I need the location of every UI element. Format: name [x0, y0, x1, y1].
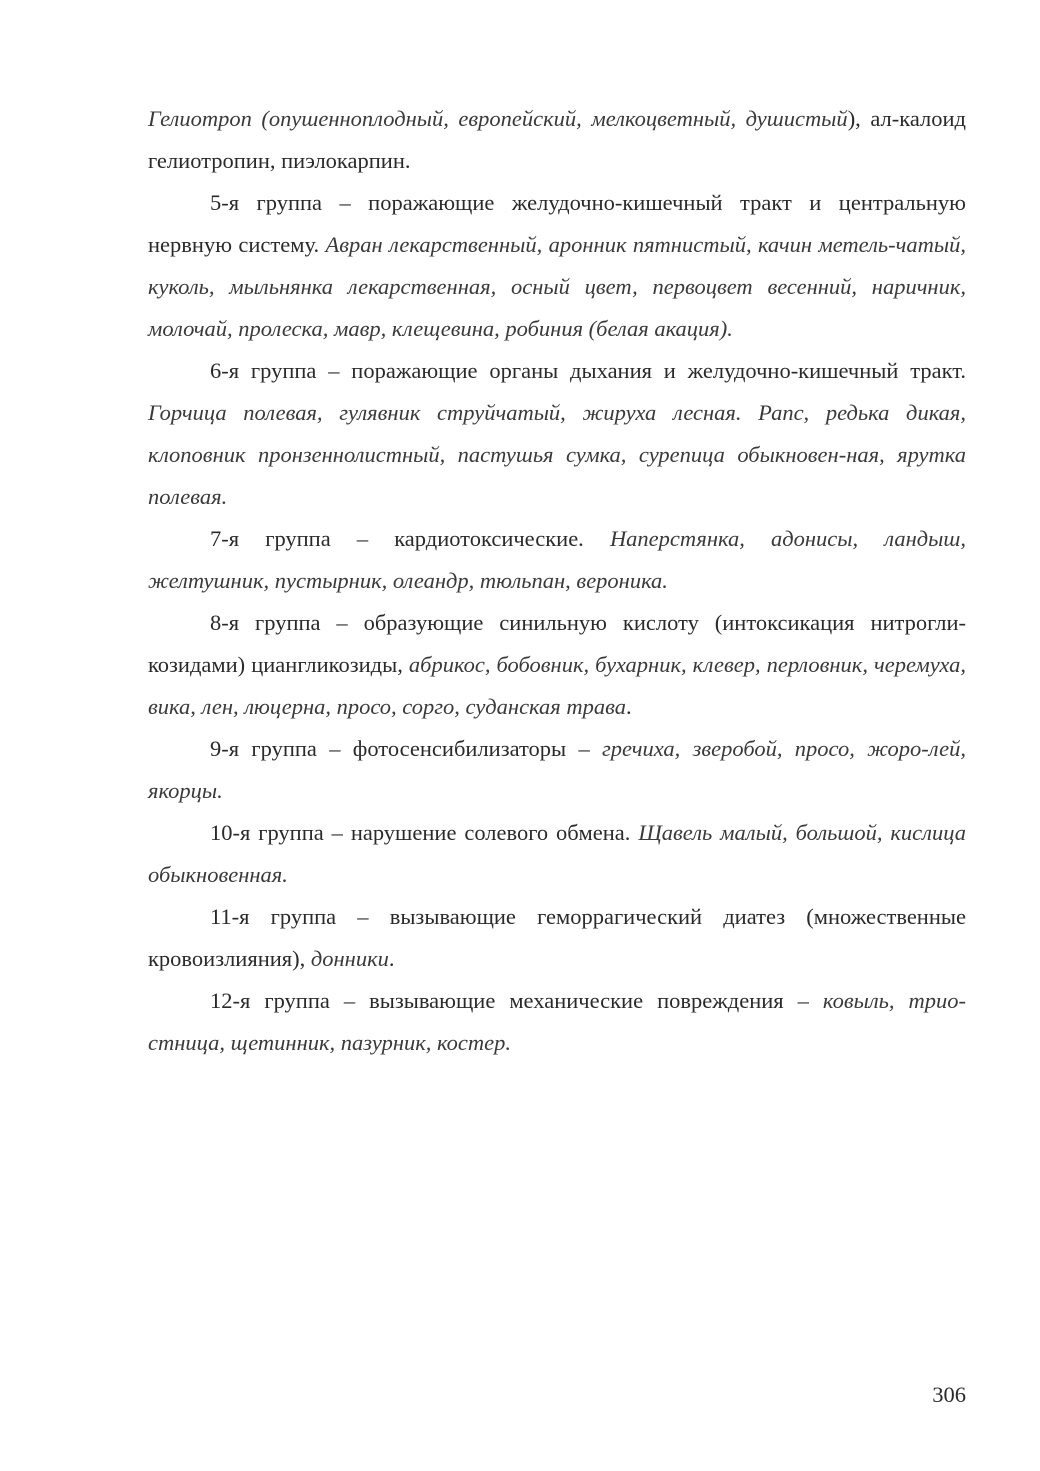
text-segment: 8-я группа – образующие синильную кислоту (интоксикация нитрогли-козидами) циангликозиды, — [148, 610, 966, 677]
page-body — [148, 98, 966, 1064]
text-segment: 6-я группа – поражающие органы дыхания и желудочно-кишечный тракт. — [210, 358, 966, 383]
text-segment: . — [388, 946, 395, 971]
text-segment: 5-я группа – поражающие желудочно-кишечный тракт и центральную нервную систему. — [148, 190, 966, 257]
italic-text: Щавель малый, большой, кислица обыкновенная. — [148, 820, 966, 887]
italic-text: Гелиотроп (опушенноплодный, европейский, мелкоцветный, душистый — [148, 106, 848, 131]
text-segment: . — [625, 694, 632, 719]
italic-text: донники — [310, 946, 389, 971]
paragraph — [148, 980, 966, 1064]
italic-text: Горчица полевая, гулявник струйчатый, жируха лесная. Рапс, редька дикая, клоповник пронзеннолистный, пастушья сумка, сурепица обыкновен-ная, ярутка полевая. — [148, 400, 966, 509]
paragraph — [148, 98, 966, 182]
paragraph — [148, 518, 966, 602]
text-segment: 11-я группа – вызывающие геморрагический диатез (множественные кровоизлияния), — [148, 904, 966, 971]
paragraph — [148, 182, 966, 350]
italic-text: Авран лекарственный, аронник пятнистый, качин метель-чатый, куколь, мыльнянка лекарственная, осный цвет, первоцвет весенний, наричник, молочай, пролеска, мавр, клещевина, робиния (белая акация). — [148, 232, 966, 341]
italic-text: гречиха, зверобой, просо, жоро-лей, якорцы. — [148, 736, 966, 803]
text-segment: 9-я группа – фотосенсибилизаторы – — [210, 736, 603, 761]
paragraph — [148, 896, 966, 980]
italic-text: ковыль, трио-стница, щетинник, пазурник, костер. — [148, 988, 966, 1055]
paragraph — [148, 602, 966, 728]
paragraph — [148, 350, 966, 518]
paragraph — [148, 728, 966, 812]
italic-text: Наперстянка, адонисы, ландыш, желтушник, пустырник, олеандр, тюльпан, вероника. — [148, 526, 967, 593]
italic-text: абрикос, бобовник, бухарник, клевер, перловник, черемуха, вика, лен, люцерна, просо, сорго, суданская трава — [148, 652, 966, 719]
text-segment: 7-я группа – кардиотоксические. — [210, 526, 610, 551]
page-number: 306 — [932, 1382, 966, 1407]
text-segment: 10-я группа – нарушение солевого обмена. — [210, 820, 639, 845]
paragraph — [148, 812, 966, 896]
text-segment: 12-я группа – вызывающие механические повреждения – — [210, 988, 823, 1013]
text-segment: ), ал-калоид гелиотропин, пиэлокарпин. — [148, 106, 966, 173]
